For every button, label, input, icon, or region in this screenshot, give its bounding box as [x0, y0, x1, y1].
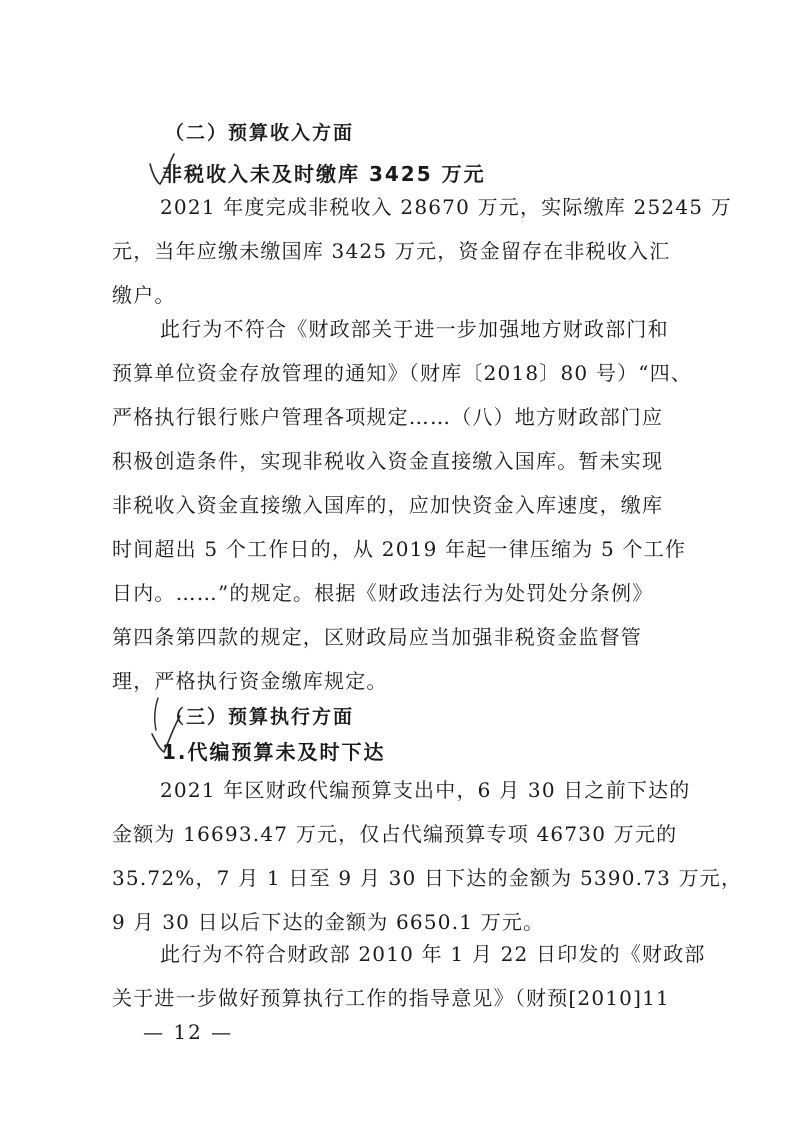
paragraph-line: 理，严格执行资金缴库规定。 [112, 669, 388, 693]
section-heading-budget-execution: （三）预算执行方面 [165, 706, 355, 728]
paragraph-line: 严格执行银行账户管理各项规定……（八）地方财政部门应 [112, 405, 664, 429]
paragraph-line: 缴户。 [112, 283, 176, 307]
paragraph-line: 预算单位资金存放管理的通知》（财库〔2018〕80 号）“四、 [112, 361, 693, 385]
paragraph-line: 非税收入资金直接缴入国库的，应加快资金入库速度，缴库 [112, 493, 664, 517]
page-number: — 12 — [143, 1020, 234, 1044]
paragraph-line: 金额为 16693.47 万元，仅占代编预算专项 46730 万元的 [112, 822, 678, 846]
paragraph-line: 2021 年度完成非税收入 28670 万元，实际缴库 25245 万 [160, 195, 732, 219]
handwritten-check-mark-icon [148, 150, 178, 190]
paragraph-line: 此行为不符合财政部 2010 年 1 月 22 日印发的《财政部 [160, 942, 706, 966]
paragraph-line: 积极创造条件，实现非税收入资金直接缴入国库。暂未实现 [112, 449, 664, 473]
paragraph-line: 此行为不符合《财政部关于进一步加强地方财政部门和 [160, 317, 669, 341]
subheading-delegated-budget: 1.代编预算未及时下达 [162, 740, 386, 764]
handwritten-check-mark-icon [148, 690, 188, 760]
paragraph-line: 35.72%，7 月 1 日至 9 月 30 日下达的金额为 5390.73 万元， [112, 866, 743, 890]
paragraph-line: 第四条第四款的规定，区财政局应当加强非税资金监督管 [112, 625, 642, 649]
paragraph-line: 元，当年应缴未缴国库 3425 万元，资金留存在非税收入汇 [112, 239, 671, 263]
section-heading-budget-revenue: （二）预算收入方面 [165, 122, 355, 144]
subheading-non-tax-revenue: 非税收入未及时缴库 3425 万元 [162, 162, 486, 186]
paragraph-line: 日内。……”的规定。根据《财政违法行为处罚处分条例》 [112, 581, 654, 605]
paragraph-line: 时间超出 5 个工作日的，从 2019 年起一律压缩为 5 个工作 [112, 537, 687, 561]
paragraph-line: 9 月 30 日以后下达的金额为 6650.1 万元。 [112, 910, 545, 934]
paragraph-line: 2021 年区财政代编预算支出中，6 月 30 日之前下达的 [160, 778, 691, 802]
paragraph-line: 关于进一步做好预算执行工作的指导意见》（财预[2010]11 [112, 986, 670, 1010]
